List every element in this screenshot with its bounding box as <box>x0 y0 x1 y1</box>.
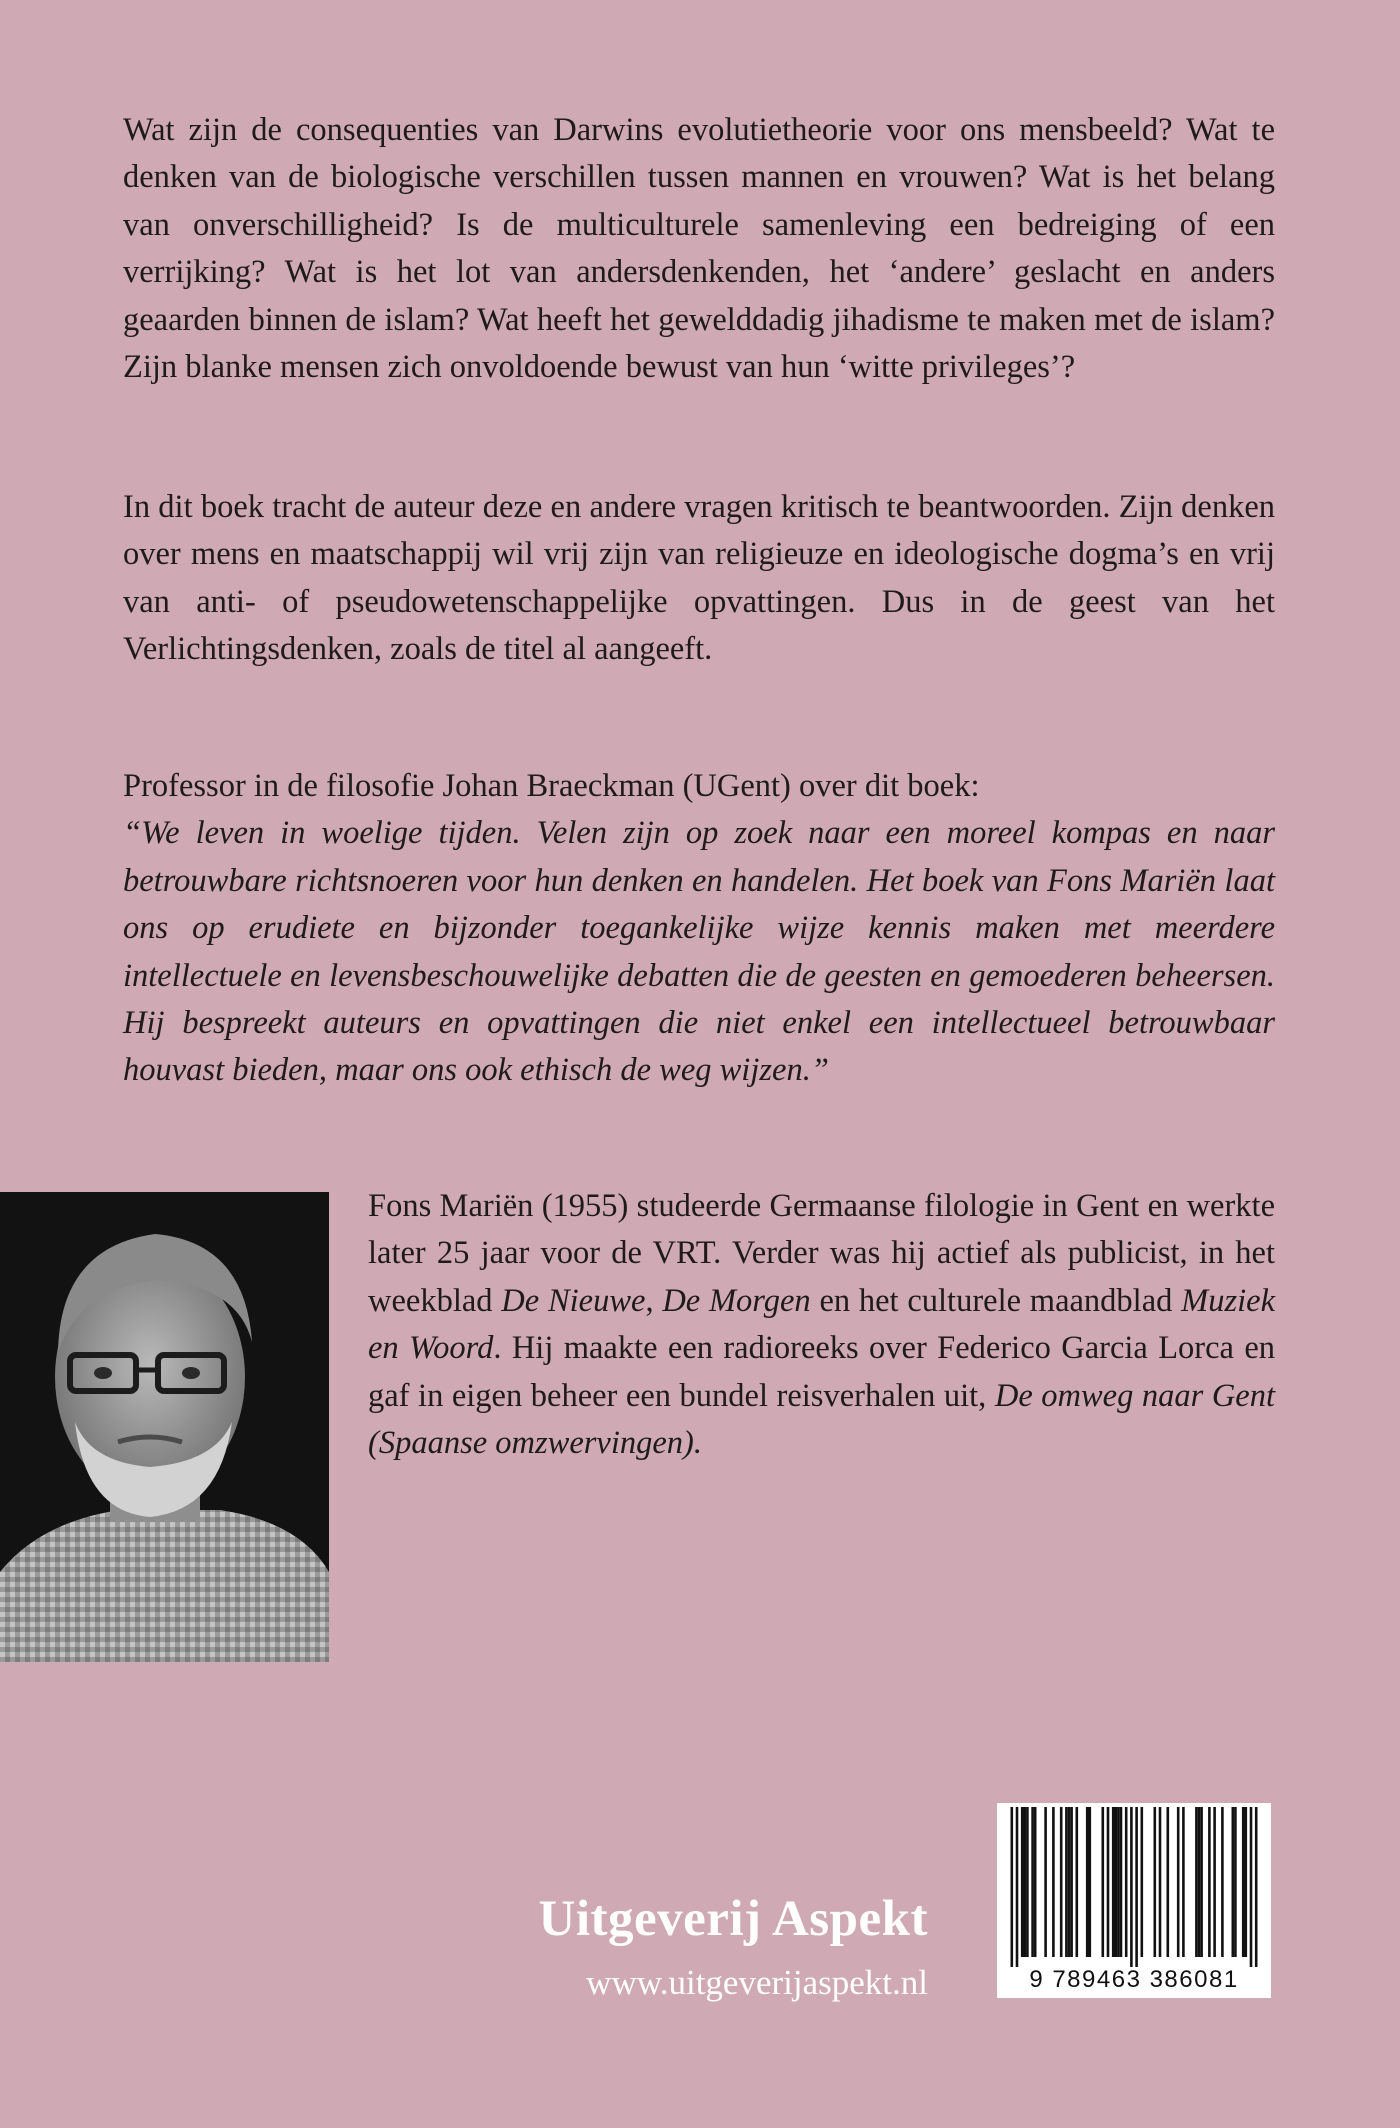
barcode-bar <box>1026 1807 1029 1957</box>
barcode-bar <box>1060 1807 1063 1957</box>
barcode-bar <box>1234 1807 1237 1957</box>
quote-attribution: Professor in de filosofie Johan Braeckman (UGent) over dit boek: <box>123 768 980 804</box>
barcode-bar <box>1182 1807 1185 1957</box>
quote-text: “We leven in woelige tijden. Velen zijn op zoek naar een moreel kompas en naar betrouwbare richtsnoeren voor hun denken en handelen. Het boek van Fons Mariën laat ons op erudiete en bijzonder toegankelijke wijze kennis maken met meerdere intellectuele en levensbeschouwelijke debatten die de geesten en gemoederen beheersen. Hij bespreekt auteurs en opvattingen die niet enkel een intellectueel betrouwbaar houvast bieden, maar ons ook ethisch de weg wijzen.” <box>123 815 1275 1089</box>
bio-book-title: De omweg naar Gent (Spaanse omzwervingen). <box>368 1377 1275 1462</box>
barcode-bar <box>1208 1807 1211 1957</box>
barcode-bar <box>1052 1807 1055 1957</box>
author-bio <box>368 1183 1275 1467</box>
barcode-bar <box>1031 1807 1034 1957</box>
intro-paragraph: Wat zijn de consequenties van Darwins evolutietheorie voor ons mensbeeld? Wat te denken van de biologische verschillen tussen mannen en vrouwen? Wat is het belang van onverschilligheid? Is de multiculturele samenleving een bedreiging of een verrijking? Wat is het lot van andersdenkenden, het ‘andere’ geslacht en anders geaarden binnen de islam? Wat heeft het gewelddadig jihadisme te maken met de islam? Zijn blanke mensen zich onvoldoende bewust van hun ‘witte privileges’? <box>123 112 1275 386</box>
barcode-bar <box>1016 1807 1019 1967</box>
barcode-bar <box>1044 1807 1047 1957</box>
publisher-url[interactable]: www.uitgeverijaspekt.nl <box>586 1963 928 2002</box>
barcode-bar <box>1198 1807 1201 1957</box>
description-paragraph: In dit boek tracht de auteur deze en andere vragen kritisch te beantwoorden. Zijn denken over mens en maatschappij wil vrij zijn van religieuze en ideologische dogma’s en vrij van anti- of pseudowetenschappelijke opvattingen. Dus in de geest van het Verlichtingsdenken, zoals de titel al aangeeft. <box>123 489 1275 668</box>
publisher-name: Uitgeverij Aspekt <box>538 1891 928 1947</box>
barcode-bar <box>1213 1807 1216 1957</box>
isbn-barcode <box>997 1803 1271 1998</box>
barcode-bar <box>1167 1807 1170 1957</box>
barcode-bar <box>1125 1807 1128 1957</box>
endorsement-quote <box>123 763 1275 1095</box>
barcode-bar <box>1120 1807 1123 1957</box>
barcode-bar <box>1089 1807 1092 1957</box>
barcode-bar <box>1195 1807 1198 1957</box>
barcode-bar <box>1141 1807 1144 1957</box>
barcode-bar <box>1177 1807 1180 1957</box>
barcode-bar <box>1034 1807 1037 1957</box>
bio-text: , <box>645 1282 663 1319</box>
barcode-bar <box>1024 1807 1027 1957</box>
barcode-bar <box>1245 1807 1248 1957</box>
barcode-bar <box>1242 1807 1245 1957</box>
barcode-bar <box>1154 1807 1157 1957</box>
barcode-bar <box>1107 1807 1110 1957</box>
bio-magazine: Muziek en Woord <box>368 1282 1275 1367</box>
barcode-bar <box>1130 1807 1133 1967</box>
barcode-bar <box>1221 1807 1224 1957</box>
bio-magazine: De Morgen <box>662 1282 811 1319</box>
bio-text: . Hij maakte een radioreeks over Federico Garcia Lorca en gaf in eigen beheer een bundel reisverhalen uit, <box>368 1330 1275 1414</box>
barcode-bar <box>1068 1807 1071 1957</box>
barcode-bar <box>1135 1807 1138 1967</box>
isbn-digits: 9 789463 386081 <box>1029 1966 1239 1993</box>
barcode-bar <box>1076 1807 1079 1957</box>
barcode-bar <box>1070 1807 1073 1957</box>
barcode-bar <box>1021 1807 1024 1957</box>
barcode-bar <box>1065 1807 1068 1957</box>
barcode-bar <box>1102 1807 1105 1957</box>
barcode-bar <box>1112 1807 1115 1957</box>
barcode-bar <box>1086 1807 1089 1957</box>
barcode-bar <box>1159 1807 1162 1957</box>
barcode-bar <box>1117 1807 1120 1957</box>
barcode-bar <box>1200 1807 1203 1957</box>
bio-magazine: De Nieuwe <box>501 1282 646 1319</box>
barcode-bar <box>1232 1807 1235 1957</box>
bio-text: Fons Mariën (1955) studeerde Germaanse filologie in Gent en werkte later 25 jaar voor de VRT. Verder was hij actief als publicist, in het weekblad <box>368 1188 1275 1319</box>
bio-text: en het culturele maandblad <box>810 1282 1182 1319</box>
barcode-bar <box>1115 1807 1118 1957</box>
barcode-bar <box>1255 1807 1258 1967</box>
author-photo <box>0 1192 329 1662</box>
barcode-bar <box>1011 1807 1014 1967</box>
barcode-bar <box>1250 1807 1253 1967</box>
